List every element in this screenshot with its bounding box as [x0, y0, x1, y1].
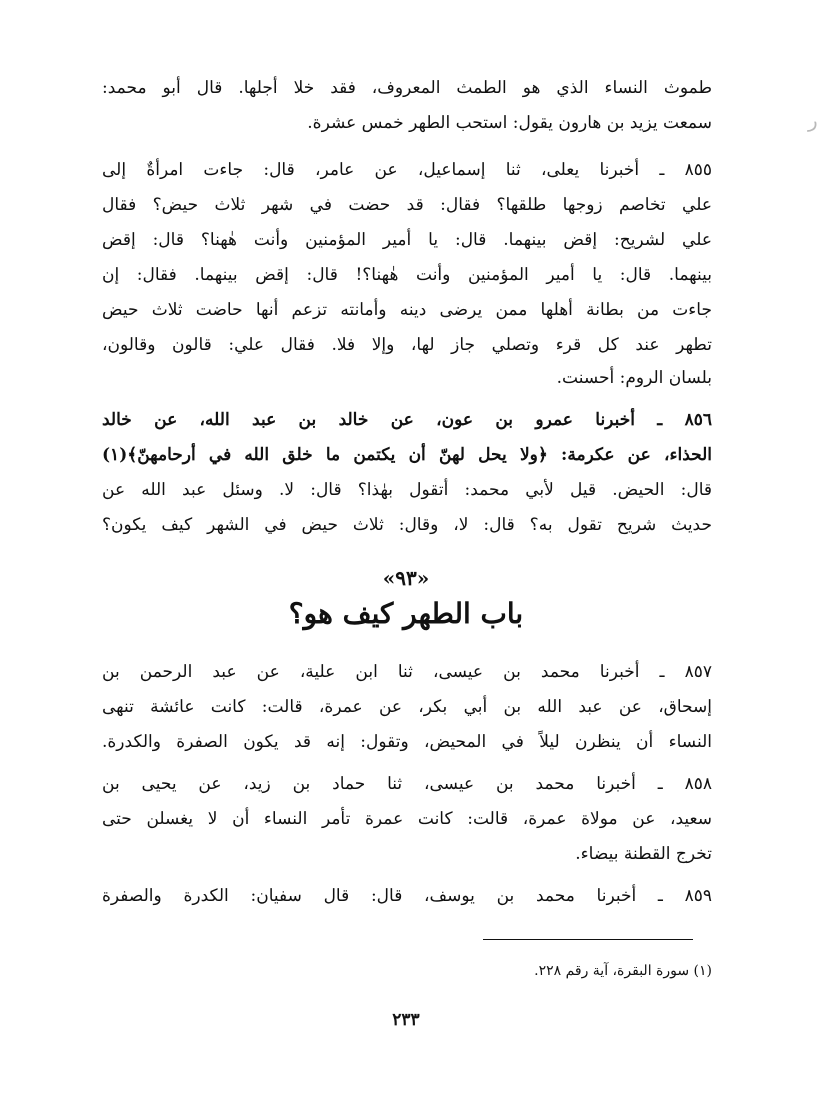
edge-artifact: ر: [808, 108, 818, 132]
text-line-7: جاءت من بطانة أهلها ممن يرضى دينه وأمانته تزعم أنها حاضت ثلاث حيض: [102, 300, 712, 320]
text-line-17: ٨٥٨ ـ أخبرنا محمد بن عيسى، ثنا حماد بن زيد، عن يحيى بن: [102, 774, 712, 794]
text-line-9: بلسان الروم: أحسنت.: [556, 368, 712, 388]
text-line-12: قال: الحيض. قيل لأبي محمد: أتقول بهٰذا؟ قال: لا. وسئل عبد الله عن: [102, 480, 712, 500]
text-line-10: ٨٥٦ ـ أخبرنا عمرو بن عون، عن خالد بن عبد الله، عن خالد: [102, 410, 712, 430]
text-line-3: ٨٥٥ ـ أخبرنا يعلى، ثنا إسماعيل، عن عامر، قال: جاءت امرأةٌ إلى: [102, 160, 712, 180]
section-number: «٩٣»: [382, 566, 430, 590]
footnote: (١) سورة البقرة، آية رقم ٢٢٨.: [534, 963, 712, 979]
text-line-6: بينهما. قال: يا أمير المؤمنين وأنت هٰهنا؟! قال: إقض بينهما. فقال: إن: [102, 265, 712, 285]
text-line-18: سعيد، عن مولاة عمرة، قالت: كانت عمرة تأمر النساء أن لا يغسلن حتى: [102, 809, 712, 829]
text-line-13: حديث شريح تقول به؟ قال: لا، وقال: ثلاث حيض في الشهر كيف يكون؟: [102, 515, 712, 535]
text-line-11: الحذاء، عن عكرمة: ﴿ولا يحل لهنّ أن يكتمن ما خلق الله في أرحامهنّ﴾(١): [102, 445, 712, 465]
text-line-14: ٨٥٧ ـ أخبرنا محمد بن عيسى، ثنا ابن علية، عن عبد الرحمن بن: [102, 662, 712, 682]
text-line-19: تخرج القطنة بيضاء.: [575, 844, 712, 864]
text-line-15: إسحاق، عن عبد الله بن أبي بكر، عن عمرة، قالت: كانت عائشة تنهى: [102, 697, 712, 717]
page-number: ٢٣٣: [392, 1010, 420, 1030]
text-line-4: علي تخاصم زوجها طلقها؟ فقال: قد حضت في شهر ثلاث حيض؟ فقال: [102, 195, 712, 215]
text-line-8: تطهر عند كل قرء وتصلي جاز لها، وإلا فلا. فقال علي: قالون وقالون،: [102, 335, 712, 355]
footnote-separator: [483, 939, 693, 940]
chapter-title: باب الطهر كيف هو؟: [288, 597, 524, 630]
text-line-5: علي لشريح: إقض بينهما. قال: يا أمير المؤمنين وأنت هٰهنا؟ قال: إقض: [102, 230, 712, 250]
text-line-1: طموث النساء الذي هو الطمث المعروف، فقد خلا أجلها. قال أبو محمد:: [102, 78, 712, 98]
text-line-20: ٨٥٩ ـ أخبرنا محمد بن يوسف، قال: قال سفيان: الكدرة والصفرة: [102, 886, 712, 906]
text-line-16: النساء أن ينظرن ليلاً في المحيض، وتقول: إنه قد يكون الصفرة والكدرة.: [102, 732, 712, 752]
text-line-2: سمعت يزيد بن هارون يقول: استحب الطهر خمس عشرة.: [307, 113, 712, 133]
